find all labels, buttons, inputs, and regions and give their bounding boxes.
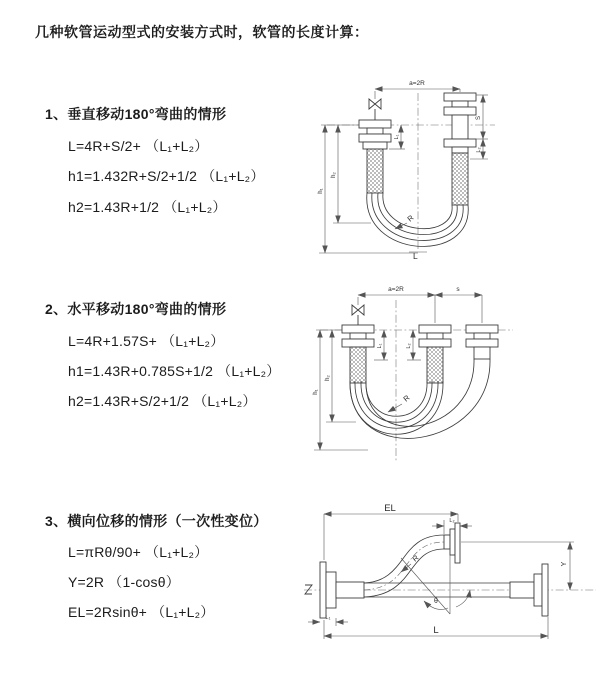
diagram-lateral-displacement [298, 502, 600, 650]
svg-text:s: s [456, 286, 460, 293]
left-pipe-flange [359, 120, 391, 193]
left-flange [320, 562, 364, 618]
formula-line: h1=1.432R+S/2+1/2 （L₁+L₂） [68, 168, 265, 184]
diagram-vertical-180-bend [313, 75, 600, 260]
formula-line: L=4R+S/2+ （L₁+L₂） [68, 138, 209, 154]
page-title: 几种软管运动型式的安装方式时，软管的长度计算： [35, 24, 369, 40]
right-pipe-flange [444, 93, 476, 205]
upper-flange-displaced [444, 523, 460, 563]
radius-callout [395, 213, 416, 229]
svg-text:Y: Y [561, 561, 568, 567]
formula-line: L=πRθ/90+ （L₁+L₂） [68, 544, 209, 560]
hose-displaced-position [364, 535, 444, 597]
svg-text:R: R [401, 393, 412, 404]
dimension-s [476, 95, 488, 139]
svg-text:h₁: h₁ [318, 188, 324, 194]
section-2-heading: 2、水平移动180°弯曲的情形 [45, 301, 227, 317]
svg-text:S: S [476, 115, 482, 121]
valve-icon [369, 91, 381, 120]
svg-text:L₂: L₂ [476, 147, 482, 153]
formula-line: h2=1.43R+1/2 （L₁+L₂） [68, 199, 227, 215]
svg-text:L₂: L₂ [449, 518, 455, 524]
break-mark [305, 585, 312, 594]
dimension-a-2r [375, 80, 460, 92]
dimension-l-bottom [409, 251, 427, 260]
svg-text:L: L [433, 625, 439, 636]
section-3-heading: 3、横向位移的情形（一次性变位） [45, 513, 268, 529]
svg-text:h₁: h₁ [313, 389, 319, 395]
dimension-el [324, 503, 458, 560]
hose-braid [367, 149, 383, 193]
u-hose-primary [350, 381, 443, 434]
svg-text:a=2R: a=2R [409, 80, 425, 87]
dimension-a-2r [358, 286, 435, 295]
dimension-l1 [374, 330, 388, 360]
diagram-horizontal-180-bend [308, 280, 600, 470]
svg-text:L₁: L₁ [394, 134, 400, 140]
formula-line: L=4R+1.57S+ （L₁+L₂） [68, 333, 225, 349]
hose-braid [452, 153, 468, 205]
svg-text:a=2R: a=2R [388, 286, 404, 293]
hose-braid [350, 347, 366, 383]
svg-text:L₁: L₁ [325, 615, 331, 621]
left-pipe-flange [342, 325, 374, 383]
svg-text:h₂: h₂ [331, 172, 337, 178]
dimension-l1 [308, 615, 348, 626]
formula-line: EL=2Rsinθ+ （L₁+L₂） [68, 604, 215, 620]
svg-text:L₁: L₁ [377, 343, 383, 349]
formula-line: Y=2R （1-cosθ） [68, 574, 180, 590]
svg-text:L: L [413, 251, 418, 260]
svg-text:EL: EL [384, 503, 396, 514]
hose-braid [427, 347, 443, 383]
formula-line: h1=1.43R+0.785S+1/2 （L₁+L₂） [68, 363, 281, 379]
svg-text:R: R [405, 213, 416, 224]
section-1-heading: 1、垂直移动180°弯曲的情形 [45, 106, 227, 122]
dimension-l [324, 617, 548, 639]
svg-text:θ: θ [434, 598, 438, 605]
svg-text:L₂: L₂ [406, 343, 412, 349]
middle-pipe-flange [419, 325, 451, 383]
formula-line: h2=1.43R+S/2+1/2 （L₁+L₂） [68, 393, 257, 409]
svg-text:R: R [410, 553, 421, 564]
radius-callout [388, 393, 412, 412]
valve-icon [352, 297, 364, 325]
dimension-s [435, 286, 482, 323]
svg-text:h₂: h₂ [325, 375, 331, 381]
right-pipe-flange-swung [466, 325, 498, 359]
right-flange [510, 564, 548, 616]
